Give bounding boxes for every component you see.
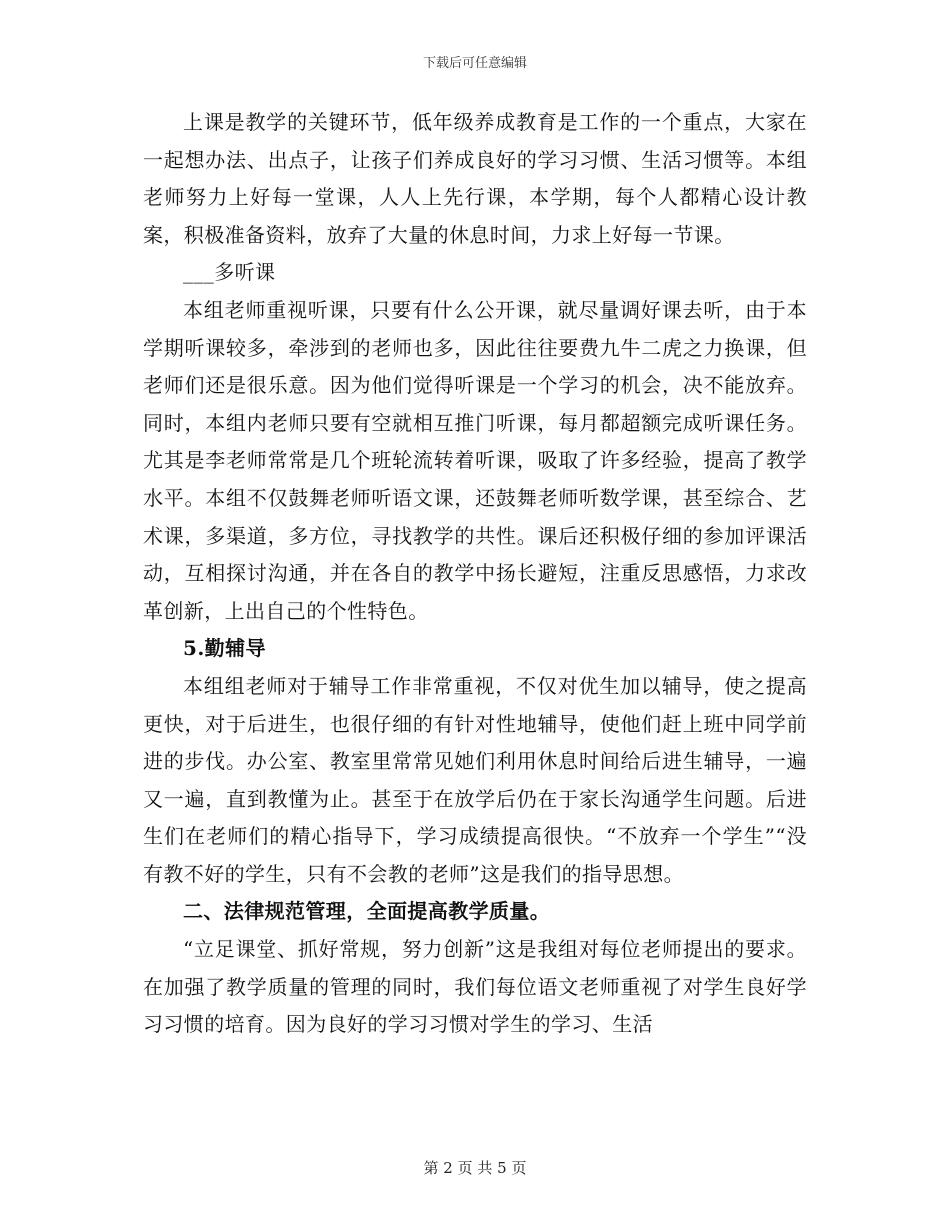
document-body: [143, 104, 807, 1044]
paragraph-management: “立足课堂、抓好常规，努力创新”这是我组对每位老师提出的要求。在加强了教学质量的管理的同时，我们每位语文老师重视了对学生良好学习习惯的培育。因为良好的学习习惯对学生的学习、生活: [143, 937, 807, 1037]
paragraph-tutoring: 本组组老师对于辅导工作非常重视，不仅对优生加以辅导，使之提高更快，对于后进生，也很仔细的有针对性地辅导，使他们赶上班中同学前进的步伐。办公室、教室里常常见她们利用休息时间给后进生辅导，一遍又一遍，直到教懂为止。甚至于在放学后仍在于家长沟通学生问题。后进生们在老师们的精心指导下，学习成绩提高很快。“不放弃一个学生”“没有教不好的学生，只有不会教的老师”这是我们的指导思想。: [143, 673, 807, 886]
page-number: 第 2 页 共 5 页: [423, 1159, 527, 1177]
paragraph-attend-lessons: 本组老师重视听课，只要有什么公开课，就尽量调好课去听，由于本学期听课较多，牵涉到的老师也多，因此往往要费九牛二虎之力换课，但老师们还是很乐意。因为他们觉得听课是一个学习的机会，决不能放弃。同时，本组内老师只要有空就相互推门听课，每月都超额完成听课任务。尤其是李老师常常是几个班轮流转着听课，吸取了许多经验，提高了教学水平。本组不仅鼓舞老师听语文课，还鼓舞老师听数学课，甚至综合、艺术课，多渠道，多方位，寻找教学的共性。课后还积极仔细的参加评课活动，互相探讨沟通，并在各自的教学中扬长避短，注重反思感悟，力求改革创新，上出自己的个性特色。: [143, 297, 807, 623]
subheading-tutoring: 5.勤辅导: [183, 636, 266, 661]
subheading-attend-lessons: ___多听课: [183, 260, 276, 285]
page-header-note: 下载后可任意编辑: [422, 56, 527, 71]
paragraph-lesson-teaching: 上课是教学的关键环节，低年级养成教育是工作的一个重点，大家在一起想办法、出点子，让孩子们养成良好的学习习惯、生活习惯等。本组老师努力上好每一堂课，人人上先行课，本学期，每个人都精心设计教案，积极准备资料，放弃了大量的休息时间，力求上好每一节课。: [143, 110, 807, 247]
section-heading-management: 二、法律规范管理，全面提高教学质量。: [183, 899, 551, 924]
